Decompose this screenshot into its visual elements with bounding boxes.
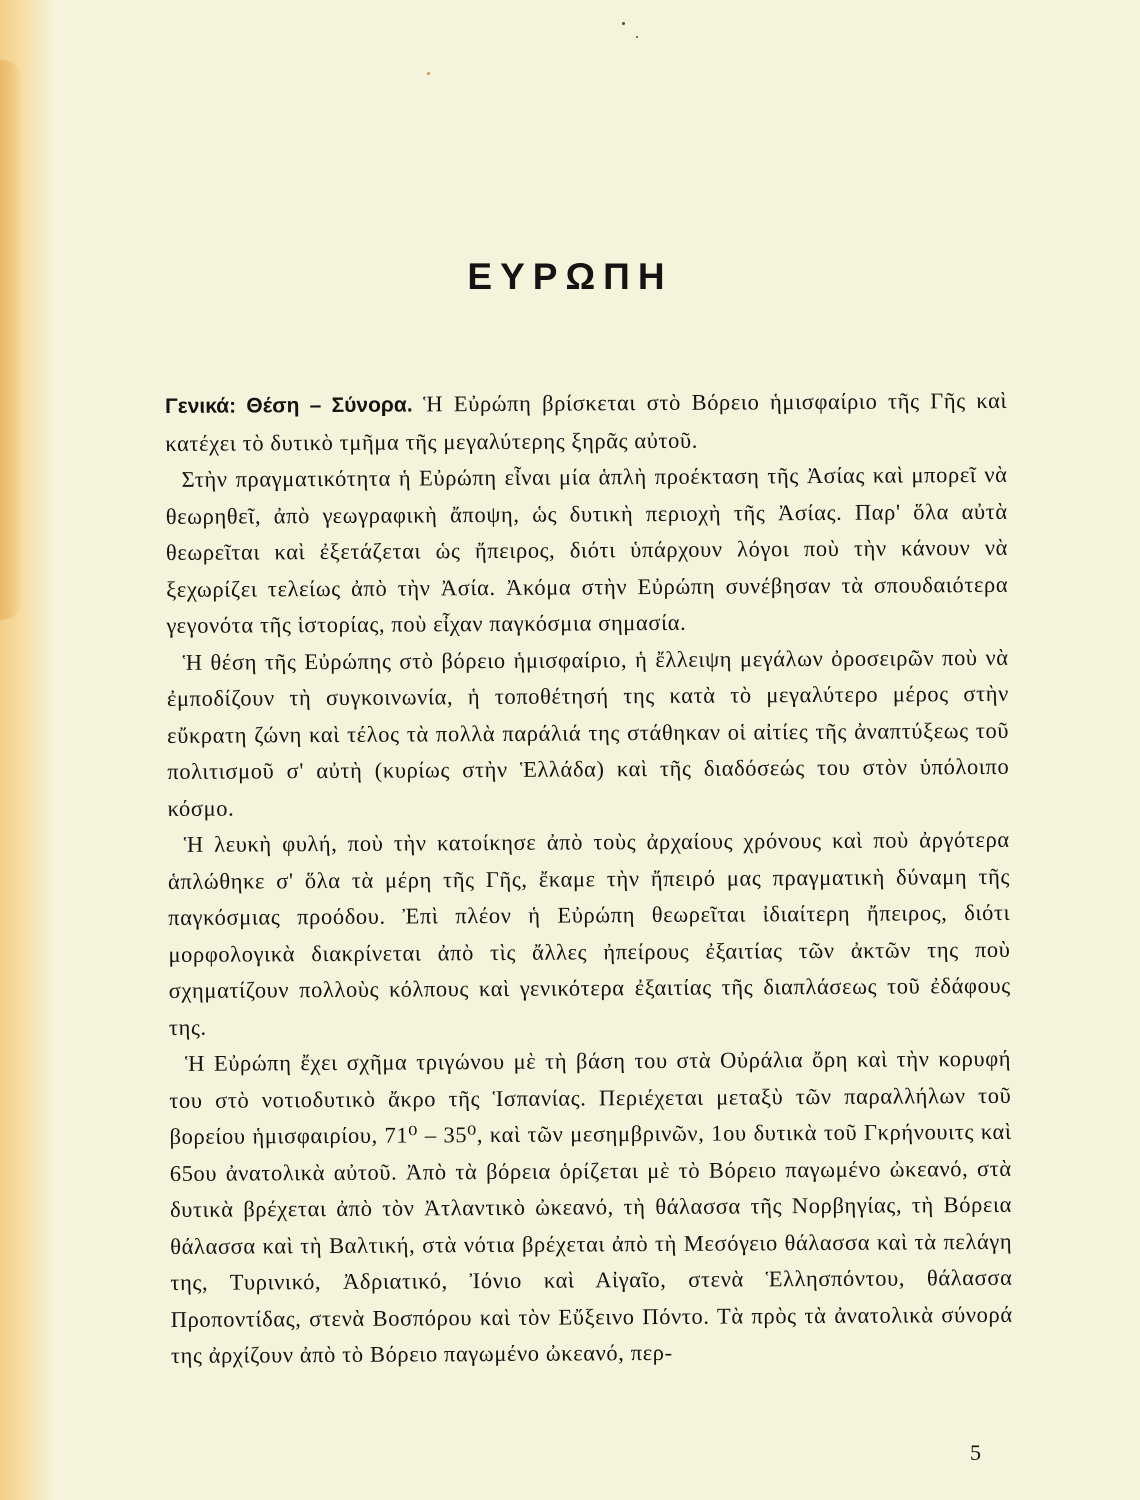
- paragraph-1: [165, 383, 1007, 462]
- paragraph-3: Ἡ θέση τῆς Εὐρώπης στὸ βόρειο ἡμισφαίριο, ἡ ἔλλειψη μεγάλων ὀροσειρῶν ποὺ νὰ ἐμποδίζουν τὴ συγκοινωνία, ἡ τοποθέτησή της κατὰ τὸ μεγαλύτερο μέρος στὴν εὔκρατη ζώνη καὶ τέλος τὰ πολλὰ παράλιά της στάθηκαν οἱ αἰτίες τῆς ἀναπτύξεως τοῦ πολιτισμοῦ σ' αὐτὴ (κυρίως στὴν Ἑλλάδα) καὶ τῆς διαδόσεώς του στὸν ὑπόλοιπο κόσμο.: [166, 644, 1010, 821]
- article-body: [165, 383, 1013, 1375]
- page-number: 5: [970, 1440, 981, 1465]
- paragraph-5: Ἡ Εὐρώπη ἔχει σχῆμα τριγώνου μὲ τὴ βάση του στὰ Οὐράλια ὄρη καὶ τὴν κορυφή του στὸ νοτιοδυτικὸ ἄκρο τῆς Ἱσπανίας. Περιέχεται μεταξὺ τῶν παραλλήλων τοῦ βορείου ἡμισφαιρίου, 71⁰ – 35⁰, καὶ τῶν μεσημβρινῶν, 1ου δυτικὰ τοῦ Γκρήνουιτς καὶ 65ου ἀνατολικὰ αὐτοῦ. Ἀπὸ τὰ βόρεια ὁρίζεται μὲ τὸ Βόρειο παγωμένο ὠκεανό, στὰ δυτικὰ βρέχεται ἀπὸ τὸν Ἀτλαντικὸ ὠκεανό, τὴ θάλασσα τῆς Νορβηγίας, τὴ Βόρεια θάλασσα καὶ τὴ Βαλτική, στὰ νότια βρέχεται ἀπὸ τὴ Μεσόγειο θάλασσα καὶ τὰ πελάγη της, Τυρινικό, Ἀδριατικό, Ἰόνιο καὶ Αἰγαῖο, στενὰ Ἑλλησπόντου, θάλασσα Προποντίδας, στενὰ Βοσπόρου καὶ τὸν Εὔξεινο Πόντο. Τὰ πρὸς τὰ ἀνατολικὰ σύνορά της ἀρχίζουν ἀπὸ τὸ Βόρειο παγωμένο ὠκεανό, περ-: [169, 1045, 1013, 1368]
- paper-speck: [636, 36, 638, 38]
- section-heading: Γενικά: Θέση – Σύνορα.: [165, 393, 413, 418]
- paper-edge-stain-dark: [0, 60, 22, 620]
- paper-speck: [427, 72, 430, 75]
- paper-speck: [622, 22, 625, 25]
- paragraph-text: Ἡ Εὐρώπη βρίσκεται στὸ Βόρειο ἡμισφαίριο τῆς Γῆς καὶ κατέχει τὸ δυτικὸ τμῆμα τῆς μεγαλύτερης ξηρᾶς αὐτοῦ.: [165, 387, 1008, 456]
- paragraph-4: Ἡ λευκὴ φυλή, ποὺ τὴν κατοίκησε ἀπὸ τοὺς ἀρχαίους χρόνους καὶ ποὺ ἀργότερα ἁπλώθηκε σ' ὅλα τὰ μέρη τῆς Γῆς, ἔκαμε τὴν ἤπειρό μας πραγματικὴ δύναμη τῆς παγκόσμιας προόδου. Ἐπὶ πλέον ἡ Εὐρώπη θεωρεῖται ἰδιαίτερη ἤπειρος, διότι μορφολογικὰ διακρίνεται ἀπὸ τὶς ἄλλες ἠπείρους ἐξαιτίας τῶν ἀκτῶν της ποὺ σχηματίζουν πολλοὺς κόλπους καὶ γενικότερα ἐξαιτίας τῆς διαπλάσεως τοῦ ἐδάφους της.: [167, 826, 1011, 1040]
- paragraph-2: Στὴν πραγματικότητα ἡ Εὐρώπη εἶναι μία ἁπλὴ προέκταση τῆς Ἀσίας καὶ μπορεῖ νὰ θεωρηθεῖ, ἀπὸ γεωγραφικὴ ἄποψη, ὡς δυτικὴ περιοχὴ τῆς Ἀσίας. Παρ' ὅλα αὐτὰ θεωρεῖται καὶ ἐξετάζεται ὡς ἤπειρος, διότι ὑπάρχουν λόγοι ποὺ τὴν κάνουν νὰ ξεχωρίζει τελείως ἀπὸ τὴν Ἀσία. Ἀκόμα στὴν Εὐρώπη συνέβησαν τὰ σπουδαιότερα γεγονότα τῆς ἱστορίας, ποὺ εἶχαν παγκόσμια σημασία.: [165, 461, 1009, 638]
- page-title: ΕΥΡΩΠΗ: [467, 256, 673, 297]
